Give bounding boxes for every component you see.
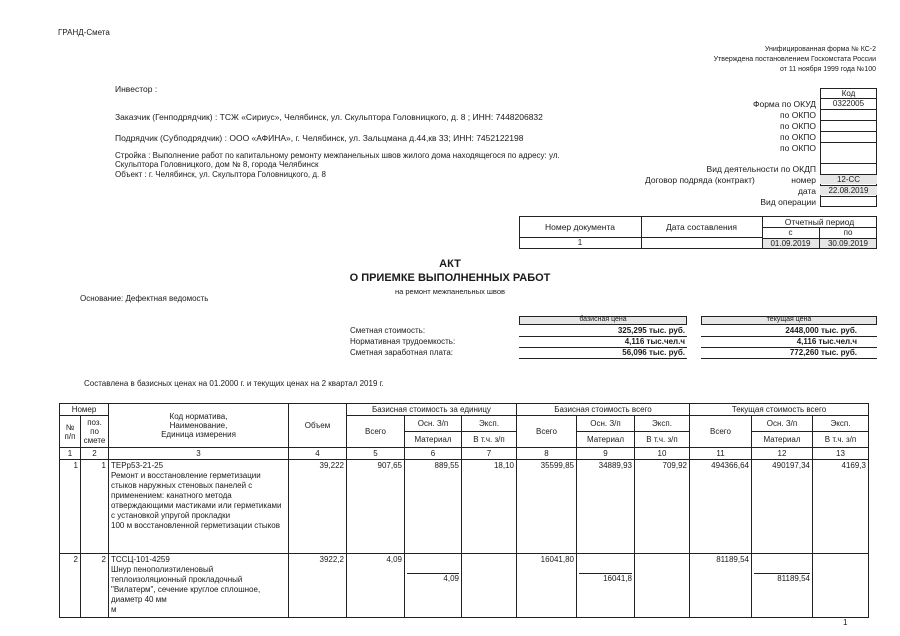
row-base-eksp: [635, 554, 690, 618]
okdp-label: Вид деятельности по ОКДП: [706, 164, 816, 174]
th-cur-zp: Осн. З/п: [752, 416, 813, 432]
contract-date-value: 22.08.2019: [820, 186, 877, 195]
th-base-zp: Осн. З/п: [577, 416, 635, 432]
th-volume: Объем: [289, 404, 347, 448]
col-num: 13: [813, 448, 869, 460]
row-cur-zp: 490197,34: [752, 460, 813, 554]
row-cur-eksp: [813, 554, 869, 618]
contract-label: Договор подряда (контракт): [645, 175, 755, 185]
software-name: ГРАНД-Смета: [58, 28, 110, 37]
contractor: Подрядчик (Субподрядчик) : ООО «АФИНА», г. Челябинск, ул. Зальцмана д.44,кв 33; ИНН: 7452122198: [115, 133, 524, 143]
codes-header: Код: [841, 89, 856, 98]
period-header: Отчетный период: [784, 217, 855, 227]
row-cur-total: 81189,54: [690, 554, 752, 618]
contract-number-value: 12-СС: [820, 175, 877, 184]
okpo-label-3: по ОКПО: [780, 132, 816, 142]
col-num: 8: [517, 448, 577, 460]
col-num: 1: [60, 448, 81, 460]
okpo-label-2: по ОКПО: [780, 121, 816, 131]
row-volume: 39,222: [289, 460, 347, 554]
act-subtitle: О ПРИЕМКЕ ВЫПОЛНЕННЫХ РАБОТ: [349, 272, 551, 284]
table-row: [60, 554, 869, 618]
th-base-eksp: Эксп.: [635, 416, 690, 432]
investor: Инвестор :: [115, 84, 158, 94]
operation-label: Вид операции: [760, 197, 816, 207]
doc-number-header: Номер документа: [545, 222, 615, 232]
okud-value: 0322005: [832, 99, 865, 108]
act-title: АКТ: [439, 258, 461, 270]
construction-line1: Стройка : Выполнение работ по капитальному ремонту межпанельных швов жилого дома находящегося по адресу: ул.: [115, 151, 560, 160]
col-num: 6: [405, 448, 462, 460]
th-unit-incl-zp: В т.ч. з/п: [462, 432, 517, 448]
th-current-total: Текущая стоимость всего: [690, 404, 869, 416]
col-num: 2: [81, 448, 109, 460]
okpo-label-1: по ОКПО: [780, 110, 816, 120]
th-number: Номер: [60, 404, 109, 416]
table-row: [60, 460, 869, 554]
period-from-value: 01.09.2019: [770, 239, 811, 248]
col-num: 11: [690, 448, 752, 460]
doc-date-header: Дата составления: [665, 222, 738, 232]
cost-base-estimate: 325,295 тыс. руб.: [617, 326, 685, 335]
row-cur-eksp: 4169,3: [813, 460, 869, 554]
th-unit-zp: Осн. З/п: [405, 416, 462, 432]
estimate-table: [59, 403, 869, 618]
row-np: 1: [60, 460, 81, 554]
row-cur-total: 494366,64: [690, 460, 752, 554]
row-base-zp: 34889,93: [577, 460, 635, 554]
period-to-value: 30.09.2019: [827, 239, 869, 248]
page-number: 1: [843, 618, 848, 627]
cost-base-header: базисная цена: [579, 316, 627, 323]
th-cur-material: Материал: [752, 432, 813, 448]
row-description: ТССЦ-101-4259 Шнур пенополиэтиленовый теплоизоляционный прокладочный "Вилатерм", сечение круглое сплошное, диаметр 40 мм м: [109, 554, 289, 618]
th-base-total-all: Всего: [517, 416, 577, 448]
row-pos: 2: [81, 554, 109, 618]
okud-label: Форма по ОКУД: [753, 99, 816, 109]
th-cur-total-all: Всего: [690, 416, 752, 448]
th-unit-material: Материал: [405, 432, 462, 448]
th-base-material: Материал: [577, 432, 635, 448]
cost-current-labor: 4,116 тыс.чел.ч: [796, 337, 857, 346]
form-header-line1: Унифицированная форма № КС-2: [764, 46, 876, 53]
th-base-unit: Базисная стоимость за единицу: [347, 404, 517, 416]
row-np: 2: [60, 554, 81, 618]
row-base-material: 16041,8: [577, 554, 635, 618]
form-header-line2: Утверждена постановлением Госкомстата России: [713, 56, 876, 63]
customer: Заказчик (Генподрядчик) : ТСЖ «Сириус», Челябинск, ул. Скульптора Головницкого, д. 8 ; ИНН: 7448206832: [115, 112, 543, 122]
th-base-incl-zp: В т.ч. з/п: [635, 432, 690, 448]
construction-line2: Скульптора Головницкого, дом № 8, города Челябинск: [115, 160, 319, 169]
cost-base-labor: 4,116 тыс.чел.ч: [624, 337, 685, 346]
contract-number-label: номер: [791, 175, 816, 185]
form-header-line3: от 11 ноября 1999 года №100: [780, 66, 876, 73]
row-volume: 3922,2: [289, 554, 347, 618]
col-num: 10: [635, 448, 690, 460]
column-numbers-row: [60, 448, 869, 460]
col-num: 9: [577, 448, 635, 460]
row-cur-material: 81189,54: [752, 554, 813, 618]
col-num: 3: [109, 448, 289, 460]
period-to-header: по: [843, 228, 853, 237]
contract-date-label: дата: [797, 186, 816, 196]
object: Объект : г. Челябинск, ул. Скульптора Головницкого, д. 8: [115, 170, 326, 179]
row-unit-total: 4,09: [347, 554, 405, 618]
row-description: ТЕРр53-21-25 Ремонт и восстановление герметизации стыков наружных стеновых панелей с применением: канатного метода отверждающими мастиками или герметиками с установкой упругой прокладки 100 м восстановленной герметизации стыков: [109, 460, 289, 554]
row-base-eksp: 709,92: [635, 460, 690, 554]
cost-current-salary: 772,260 тыс. руб.: [789, 348, 857, 357]
row-unit-eksp: [462, 554, 517, 618]
basis: Основание: Дефектная ведомость: [80, 294, 209, 303]
th-unit-eksp: Эксп.: [462, 416, 517, 432]
row-unit-zp: 889,55: [405, 460, 462, 554]
cost-current-estimate: 2448,000 тыс. руб.: [785, 326, 857, 335]
th-base-total: Базисная стоимость всего: [517, 404, 690, 416]
col-num: 4: [289, 448, 347, 460]
row-pos: 1: [81, 460, 109, 554]
doc-number-value: 1: [577, 238, 583, 247]
th-cur-incl-zp: В т.ч. з/п: [813, 432, 869, 448]
okpo-label-4: по ОКПО: [780, 143, 816, 153]
row-unit-total: 907,65: [347, 460, 405, 554]
th-pos: поз. по смете: [81, 416, 109, 448]
row-base-total: 35599,85: [517, 460, 577, 554]
act-purpose: на ремонт межпанельных швов: [394, 287, 505, 296]
cost-label-labor: Нормативная трудоемкость:: [350, 337, 456, 346]
period-from-header: с: [788, 228, 793, 237]
col-num: 7: [462, 448, 517, 460]
cost-current-header: текущая цена: [766, 316, 812, 323]
cost-label-salary: Сметная заработная плата:: [350, 348, 454, 357]
th-np: № п/п: [60, 416, 81, 448]
row-base-total: 16041,80: [517, 554, 577, 618]
col-num: 12: [752, 448, 813, 460]
col-num: 5: [347, 448, 405, 460]
row-unit-material: 4,09: [405, 554, 462, 618]
th-code: Код норматива, Наименование, Единица измерения: [109, 404, 289, 448]
cost-label-estimate: Сметная стоимость:: [350, 326, 426, 335]
cost-base-salary: 56,096 тыс. руб.: [622, 348, 685, 357]
th-cur-eksp: Эксп.: [813, 416, 869, 432]
row-unit-eksp: 18,10: [462, 460, 517, 554]
th-unit-total: Всего: [347, 416, 405, 448]
compiled-note: Составлена в базисных ценах на 01.2000 г. и текущих ценах на 2 квартал 2019 г.: [84, 379, 384, 388]
